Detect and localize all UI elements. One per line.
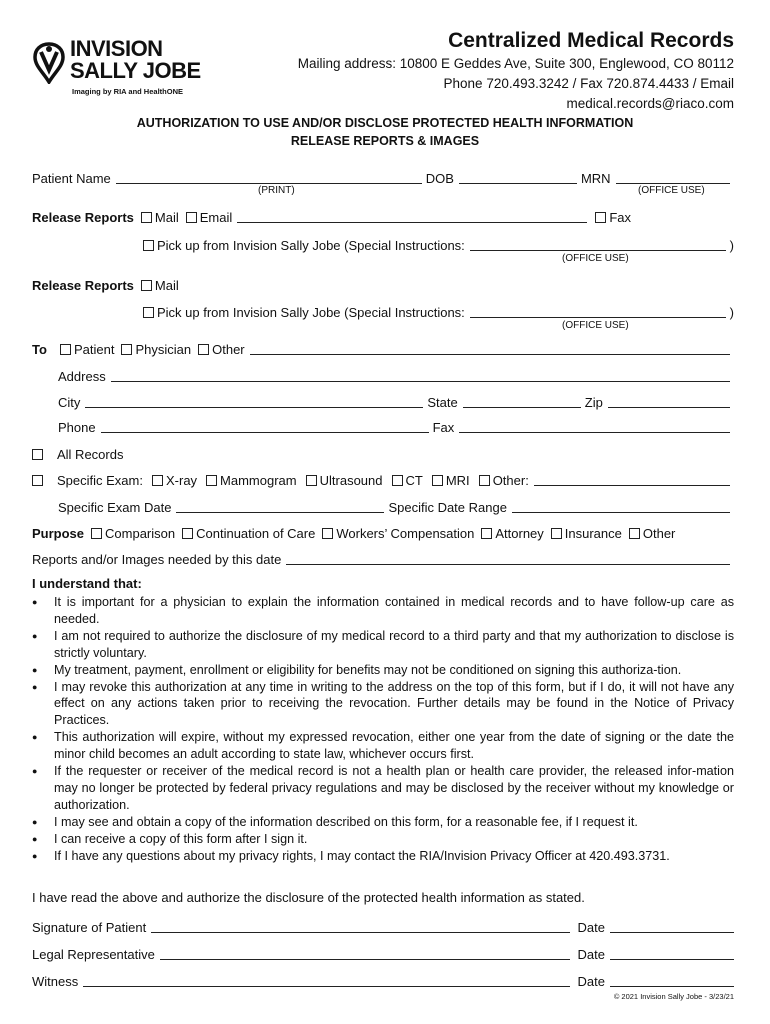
form-title-line2: RELEASE REPORTS & IMAGES [290,134,480,148]
needed-by-field[interactable] [286,551,730,565]
to-other-label: Other [212,342,245,357]
patient-name-field[interactable] [116,170,422,184]
patient-signature-row [32,917,734,935]
address-label: Address [58,369,106,384]
state-label: State [427,395,458,410]
pickup-label-2: Pick up from Invision Sally Jobe (Special Instructions: [157,305,465,320]
date-range-label: Specific Date Range [388,500,507,515]
release-reports-row-1 [32,207,734,225]
legal-rep-field[interactable] [160,946,570,960]
all-records-checkbox[interactable] [32,449,43,460]
specific-exam-row [32,470,734,488]
list-item: ● I can receive a copy of this form after I sign it. [32,831,734,848]
header-info [274,28,734,114]
to-patient-checkbox[interactable] [60,344,71,355]
to-patient-label: Patient [74,342,115,357]
fax-label: Fax [609,210,631,225]
legal-rep-date-label: Date [577,947,605,962]
mailing-address: Mailing address: 10800 E Geddes Ave, Suite 300, Englewood, CO 80112 [297,56,734,71]
pickup-checkbox[interactable] [143,240,154,251]
witness-field[interactable] [83,973,569,987]
to-other-field[interactable] [250,341,730,355]
phone-label: Phone [58,420,96,435]
continuation-label: Continuation of Care [196,526,316,541]
other-exam-checkbox[interactable] [479,475,490,486]
continuation-checkbox[interactable] [182,528,193,539]
release-reports-label-2: Release Reports [32,278,134,293]
pickup-close-2: ) [729,305,734,320]
to-fax-field[interactable] [459,419,730,433]
insurance-label: Insurance [564,526,622,541]
logo-text-line2: SALLY JOBE [70,58,201,83]
release-reports-row-2 [32,275,734,293]
invision-logo [32,38,202,100]
mrn-label: MRN [580,171,611,186]
to-fax-label: Fax [432,420,455,435]
list-item: ● I may see and obtain a copy of the information described on this form, for a reasonable fee, if I request it. [32,814,734,831]
list-item: ● This authorization will expire, without my expressed revocation, either one year from the date of signing or the date the minor child becomes an adult according to state law, whichever occurs first. [32,729,734,763]
attorney-label: Attorney [495,526,544,541]
email-checkbox[interactable] [186,212,197,223]
address-field[interactable] [111,368,730,382]
dob-label: DOB [425,171,454,186]
dob-field[interactable] [459,170,577,184]
legal-rep-label: Legal Representative [32,947,155,962]
phone-row [58,417,734,435]
ct-checkbox[interactable] [392,475,403,486]
pickup-row-2 [143,302,734,320]
pickup-office-use-note-2: (OFFICE USE) [562,320,629,331]
release-reports-label: Release Reports [32,210,134,225]
contact-info: Phone 720.493.3242 / Fax 720.874.4433 / Email medical.records@riaco.com [443,76,734,111]
patient-date-label: Date [577,920,605,935]
pickup-office-use-note: (OFFICE USE) [562,253,629,264]
list-item: ● I may revoke this authorization at any time in writing to the address on the top of this form, but if I do, it will not have any effect on any actions taken prior to receiving the revocation. Further details may be found in the Notice of Privacy Practices. [32,679,734,730]
all-records-row [32,444,734,462]
special-instructions-field-2[interactable] [470,304,726,318]
fax-checkbox[interactable] [595,212,606,223]
specific-exam-label: Specific Exam: [57,473,143,488]
patient-signature-field[interactable] [151,919,569,933]
patient-signature-label: Signature of Patient [32,920,147,935]
mammogram-label: Mammogram [220,473,297,488]
mrn-field[interactable] [616,170,730,184]
needed-by-label: Reports and/or Images needed by this date [32,552,282,567]
state-field[interactable] [463,394,581,408]
purpose-row [32,523,734,541]
to-physician-checkbox[interactable] [121,344,132,355]
pickup-checkbox-2[interactable] [143,307,154,318]
mrn-office-use-note: (OFFICE USE) [638,185,705,196]
pickup-label: Pick up from Invision Sally Jobe (Special Instructions: [157,238,465,253]
mail-label-2: Mail [154,278,179,293]
special-instructions-field[interactable] [470,237,726,251]
purpose-other-checkbox[interactable] [629,528,640,539]
ultrasound-label: Ultrasound [319,473,383,488]
list-item: ● My treatment, payment, enrollment or eligibility for benefits may not be conditioned on signing this authoriza-tion. [32,662,734,679]
terms-list [32,594,734,865]
exam-date-row [58,497,734,515]
ct-label: CT [405,473,423,488]
city-row [58,392,734,410]
workers-comp-checkbox[interactable] [322,528,333,539]
patient-date-field[interactable] [610,919,734,933]
mri-checkbox[interactable] [432,475,443,486]
zip-label: Zip [584,395,603,410]
comparison-checkbox[interactable] [91,528,102,539]
logo-tagline: Imaging by RIA and HealthONE [72,87,183,96]
understand-heading: I understand that: [32,576,142,591]
address-row [58,366,734,384]
exam-date-label: Specific Exam Date [58,500,172,515]
pickup-row-1 [143,235,734,253]
logo-mark-icon [32,40,66,84]
purpose-label: Purpose [32,526,85,541]
print-note: (PRINT) [258,185,295,196]
mail-checkbox[interactable] [141,212,152,223]
mri-label: MRI [445,473,470,488]
patient-name-label: Patient Name [32,171,111,186]
to-physician-label: Physician [135,342,192,357]
city-field[interactable] [85,394,423,408]
list-item: ● If the requester or receiver of the medical record is not a health plan or health care provider, the released infor-mation may no longer be protected by federal privacy regulations and may be disclosed by the receiver without my knowledge or authorization. [32,763,734,814]
phone-field[interactable] [101,419,429,433]
xray-label: X-ray [165,473,198,488]
to-row [32,339,734,357]
to-other-checkbox[interactable] [198,344,209,355]
exam-date-field[interactable] [176,499,384,513]
zip-field[interactable] [608,394,730,408]
witness-label: Witness [32,974,79,989]
footer-copyright: © 2021 Invision Sally Jobe - 3/23/21 [613,992,734,1001]
ultrasound-checkbox[interactable] [306,475,317,486]
page-title: Centralized Medical Records [448,29,734,52]
xray-checkbox[interactable] [152,475,163,486]
form-title [0,114,770,150]
witness-date-field[interactable] [610,973,734,987]
purpose-other-label: Other [642,526,676,541]
pickup-close: ) [729,238,734,253]
patient-row [32,168,734,186]
mammogram-checkbox[interactable] [206,475,217,486]
date-range-field[interactable] [512,499,730,513]
witness-date-label: Date [577,974,605,989]
mail-checkbox-2[interactable] [141,280,152,291]
needed-by-row [32,549,734,567]
city-label: City [58,395,81,410]
list-item: ● I am not required to authorize the disclosure of my medical record to a third party and that my authorization to disclose is strictly voluntary. [32,628,734,662]
to-label: To [32,342,47,357]
list-item: ● If I have any questions about my privacy rights, I may contact the RIA/Invision Privacy Officer at 420.493.3731. [32,848,734,865]
legal-rep-date-field[interactable] [610,946,734,960]
attorney-checkbox[interactable] [481,528,492,539]
specific-exam-checkbox[interactable] [32,475,43,486]
form-title-line1: AUTHORIZATION TO USE AND/OR DISCLOSE PROTECTED HEALTH INFORMATION [136,116,634,130]
email-field[interactable] [237,209,587,223]
read-statement: I have read the above and authorize the disclosure of the protected health information as stated. [32,890,585,905]
list-item: ● It is important for a physician to explain the information contained in medical records and to have follow-up care as needed. [32,594,734,628]
mail-label: Mail [154,210,179,225]
insurance-checkbox[interactable] [551,528,562,539]
logo-text-line1: INVISION [70,36,163,61]
legal-rep-row [32,944,734,962]
witness-row [32,971,734,989]
email-label: Email [199,210,233,225]
other-exam-field[interactable] [534,472,730,486]
comparison-label: Comparison [105,526,176,541]
all-records-label: All Records [57,447,124,462]
workers-comp-label: Workers’ Compensation [336,526,475,541]
other-exam-label: Other: [492,473,529,488]
